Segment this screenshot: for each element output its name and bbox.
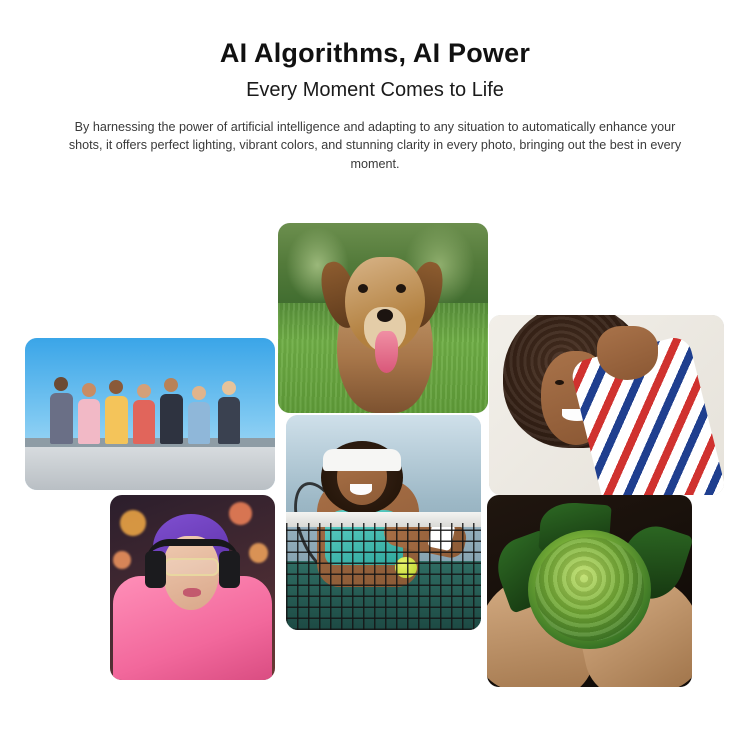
photo-dog-in-grass: [278, 223, 488, 413]
header-block: [0, 38, 750, 173]
photo-portrait-artwork: [489, 315, 724, 495]
photo-collage: [0, 205, 750, 705]
photo-tennis-player: [286, 415, 481, 630]
photo-hands-holding-cabbage: [487, 495, 692, 687]
photo-tennis-artwork: [286, 415, 481, 630]
photo-headphones-artwork: [110, 495, 275, 680]
photo-dog-artwork: [278, 223, 488, 413]
photo-friends-artwork: [25, 338, 275, 490]
photo-smiling-woman-portrait: [489, 315, 724, 495]
photo-woman-with-headphones: [110, 495, 275, 680]
page-description: By harnessing the power of artificial intelligence and adapting to any situation to automatically enhance your shots, it offers perfect lighting, vibrant colors, and stunning clarity in every photo, bringing out the best in every moment.: [68, 120, 682, 171]
photo-group-of-friends: [25, 338, 275, 490]
page-subtitle: Every Moment Comes to Life: [246, 79, 504, 102]
page-title: AI Algorithms, AI Power: [219, 38, 531, 68]
photo-cabbage-artwork: [487, 495, 692, 687]
